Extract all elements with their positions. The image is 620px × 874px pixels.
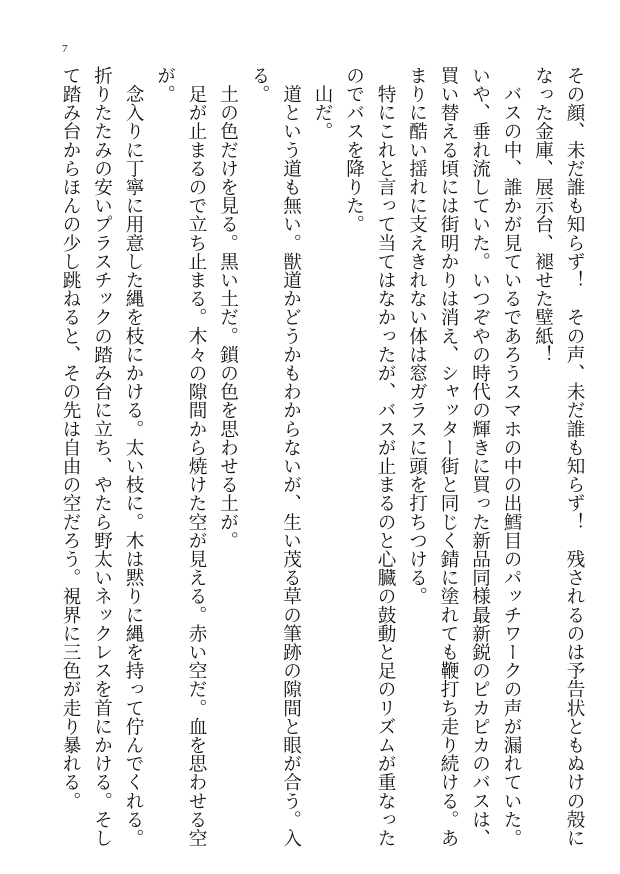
paragraph-8: 念入りに丁寧に用意した縄を枝にかける。太い枝に。木は黙りに縄を持って佇んでくれる。折りたたみの安いプラスチックの踏み台に立ち、やたら野太いネックレスを首にかける。そして踏み台からほんの少し跳ねると、その先は自由の空だろう。視界に三色が走り暴れる。 [60,66,144,848]
body-text [30,66,590,856]
paragraph-5: 道という道も無い。獣道かどうかもわからないが、生い茂る草の筆跡の隙間と眼が合う。入る。 [249,66,302,848]
paragraph-4: 山だ。 [312,66,333,141]
paragraph-3: 特にこれと言って当てはなかったが、バスが止まるのと心臓の鼓動と足のリズムが重なったのでバスを降りた。 [343,66,396,848]
paragraph-1: その顔、未だ誰も知らず！ その声、未だ誰も知らず！ 残されるのは予告状ともぬけの殻になった金庫、展示台、褪せた壁紙！ [532,66,585,848]
paragraph-7: 足が止まるので立ち止まる。木々の隙間から焼けた空が見える。赤い空だ。血を思わせる空が。 [154,66,207,848]
paragraph-2: バスの中、誰かが見ているであろうスマホの中の出鱈目のパッチワークの声が漏れていた。いや、垂れ流していた。いつぞやの時代の輝きに買った新品同様最新鋭のピカピカのバスは、買い替える頃には街明かりは消え、シャッター街と同じく錆に塗れても鞭打ち走り続ける。あまりに酷い揺れに支えきれない体は窓ガラスに頭を打ちつける。 [406,66,522,848]
page-number: 7 [62,43,68,55]
paragraph-6: 土の色だけを見る。黒い土だ。鎖の色を思わせる土が。 [217,66,239,550]
